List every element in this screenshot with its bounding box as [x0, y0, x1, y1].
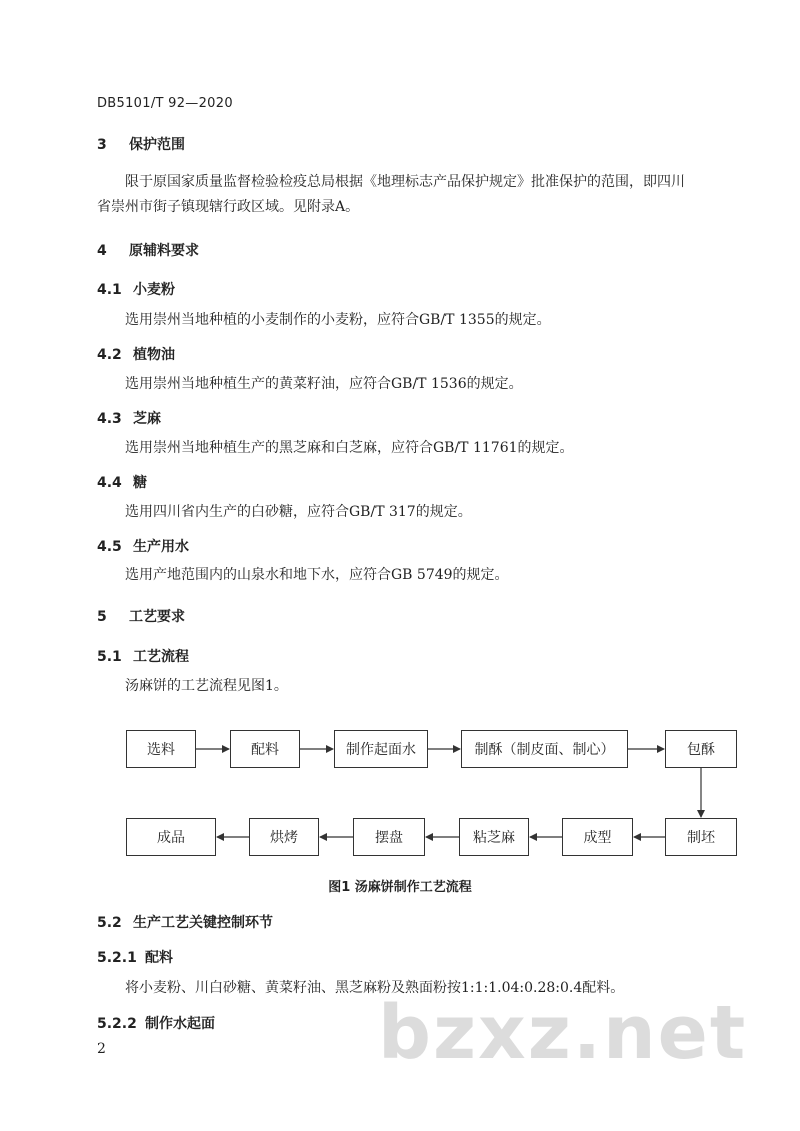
section-5-1-text: 汤麻饼的工艺流程见图1。 — [125, 678, 288, 694]
section-number: 5.1 — [97, 649, 122, 665]
section-number: 5.2.1 — [97, 950, 137, 966]
section-number: 4.4 — [97, 475, 122, 491]
section-5-2-heading — [97, 912, 273, 932]
section-number: 5 — [97, 609, 107, 625]
section-title: 小麦粉 — [133, 282, 175, 298]
flow-step: 制作起面水 — [334, 730, 428, 768]
section-title: 工艺流程 — [133, 649, 189, 665]
section-5-2-2-heading — [97, 1013, 215, 1033]
section-title: 配料 — [145, 950, 173, 966]
section-5-2-1-text: 将小麦粉、川白砂糖、黄菜籽油、黑芝麻粉及熟面粉按1:1:1.04:0.28:0.4配料。 — [125, 980, 625, 996]
flow-step: 选料 — [126, 730, 196, 768]
section-title: 芝麻 — [133, 411, 161, 427]
section-title: 保护范围 — [129, 137, 185, 153]
section-title: 原辅料要求 — [129, 243, 199, 259]
flow-step: 烘烤 — [249, 818, 319, 856]
section-title: 制作水起面 — [145, 1016, 215, 1032]
section-number: 5.2 — [97, 915, 122, 931]
flow-step: 成品 — [126, 818, 216, 856]
section-5-2-1-heading — [97, 947, 173, 967]
section-number: 4.5 — [97, 539, 122, 555]
section-number: 4 — [97, 243, 107, 259]
flow-step: 制酥（制皮面、制心） — [461, 730, 628, 768]
section-4-4-text: 选用四川省内生产的白砂糖，应符合GB/T 317的规定。 — [125, 504, 472, 520]
section-title: 生产用水 — [133, 539, 189, 555]
section-number: 4.3 — [97, 411, 122, 427]
section-3-text: 限于原国家质量监督检验检疫总局根据《地理标志产品保护规定》批准保护的范围，即四川省崇州市街子镇现辖行政区域。见附录A。 — [97, 174, 685, 215]
flow-step: 成型 — [562, 818, 633, 856]
flow-step: 包酥 — [665, 730, 737, 768]
flow-step: 配料 — [230, 730, 300, 768]
section-number: 4.1 — [97, 282, 122, 298]
section-4-2-text: 选用崇州当地种植生产的黄菜籽油，应符合GB/T 1536的规定。 — [125, 376, 523, 392]
document-number: DB5101/T 92—2020 — [97, 96, 233, 111]
section-4-5-text: 选用产地范围内的山泉水和地下水，应符合GB 5749的规定。 — [125, 567, 509, 583]
page-number: 2 — [97, 1041, 106, 1057]
section-title: 工艺要求 — [129, 609, 185, 625]
flow-step: 摆盘 — [353, 818, 425, 856]
section-4-3-text: 选用崇州当地种植生产的黑芝麻和白芝麻，应符合GB/T 11761的规定。 — [125, 440, 574, 456]
section-number: 5.2.2 — [97, 1016, 137, 1032]
section-4-1-text: 选用崇州当地种植的小麦制作的小麦粉，应符合GB/T 1355的规定。 — [125, 312, 551, 328]
section-number: 4.2 — [97, 347, 122, 363]
flow-step: 粘芝麻 — [459, 818, 529, 856]
figure-caption: 图1 汤麻饼制作工艺流程 — [328, 880, 472, 895]
watermark: bzxz.net — [378, 990, 748, 1076]
section-number: 3 — [97, 137, 107, 153]
section-title: 生产工艺关键控制环节 — [133, 915, 273, 931]
flow-step: 制坯 — [665, 818, 737, 856]
section-title: 植物油 — [133, 347, 175, 363]
section-title: 糖 — [133, 475, 147, 491]
